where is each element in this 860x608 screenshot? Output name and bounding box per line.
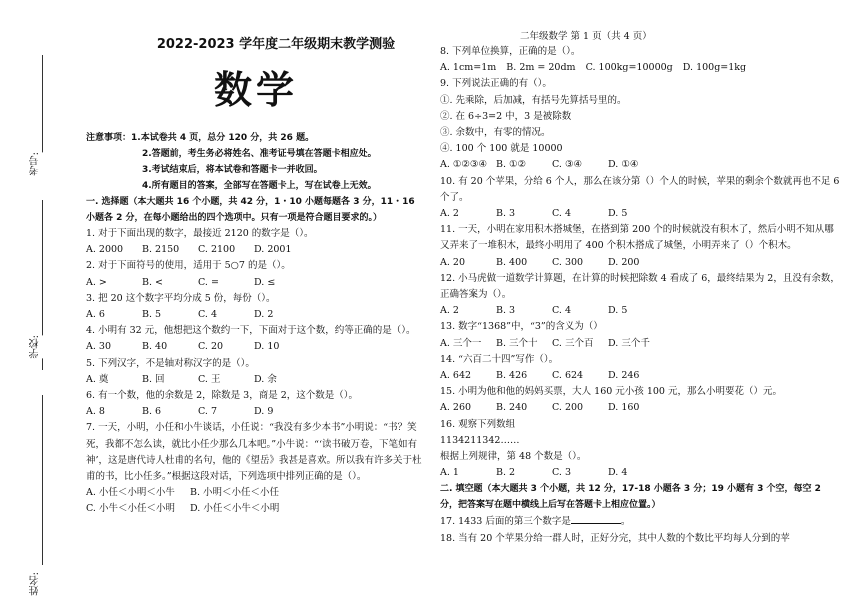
option: D. ≤ [254, 276, 276, 288]
school-label: 学校: [30, 335, 44, 358]
question-ask: 根据上列规律，第 48 个数是（）。 [440, 451, 587, 463]
option: A. 6 [86, 309, 105, 321]
option: B. 三个十 [496, 337, 538, 349]
question-options [86, 307, 426, 323]
option: A. 1cm=1m [440, 62, 497, 74]
question-stem: 4. 小明有 32 元，他想把这个数约一下，下面对于这个数，约等正确的是（）。 [86, 325, 416, 337]
option: B. 3 [496, 208, 516, 220]
option: B. 小明＜小任＜小任 [190, 487, 280, 499]
exam-title: 2022-2023 学年度二年级期末教学测验 [156, 37, 396, 52]
statement: ①. 先乘除，后加减，有括号先算括号里的。 [440, 94, 627, 106]
option: B. 400 [496, 256, 528, 268]
option: D. 9 [254, 406, 274, 418]
option: C. 100kg=10000g [585, 62, 673, 74]
option: D. 200 [608, 256, 640, 268]
option: A. 2 [440, 208, 459, 220]
question-options [86, 501, 426, 517]
left-column [86, 36, 426, 518]
exam-notes [86, 130, 426, 194]
option: B. 3 [496, 305, 516, 317]
question-options [86, 404, 426, 420]
option: B. 回 [142, 373, 165, 385]
binding-margin [0, 0, 80, 608]
question-options [86, 485, 426, 501]
question-options [86, 275, 426, 291]
option: C. 20 [198, 341, 224, 353]
question-options [440, 60, 840, 76]
question-stem: 18. 当有 20 个苹果分给一群人时，正好分完，其中人数的个数比平均每人分到的苹 [440, 532, 790, 544]
page-header: 二年级数学 第 1 页（共 4 页） [520, 31, 652, 42]
option: D. 2001 [254, 244, 292, 256]
option: B. 240 [496, 402, 528, 414]
note-item: 3.考试结束后，将本试卷和答题卡一并收回。 [142, 165, 323, 175]
option: A. 8 [86, 406, 105, 418]
option: A. 2 [440, 305, 459, 317]
statement: ④. 100 个 100 就是 10000 [440, 143, 563, 155]
option: A. 小任＜小明＜小牛 [86, 487, 175, 499]
question-options [440, 206, 840, 222]
option: B. 426 [496, 370, 528, 382]
option: B. 5 [142, 309, 162, 321]
option: D. 三个千 [608, 337, 650, 349]
option: C. 7 [198, 406, 218, 418]
question-options [440, 303, 840, 319]
subject-title: 数学 [213, 68, 298, 112]
option: B. 40 [142, 341, 168, 353]
option: C. = [198, 276, 219, 288]
notes-lead: 注意事项： [86, 133, 132, 143]
name-label: 姓名: [30, 572, 44, 595]
note-item: 2.答题前，考生务必将姓名、准考证号填在答题卡相应处。 [142, 149, 377, 159]
option: B. < [142, 276, 163, 288]
option: A. 260 [440, 402, 472, 414]
option: A. 2000 [86, 244, 124, 256]
question-stem: 2. 对于下面符号的使用，适用于 5○7 的是（）。 [86, 260, 291, 272]
question-options [86, 242, 426, 258]
statement: ③. 余数中，有零的情况。 [440, 127, 551, 139]
option: D. 5 [608, 305, 628, 317]
question-stem: 8. 下列单位换算，正确的是（）。 [440, 46, 581, 57]
question-options [440, 336, 840, 352]
question-options [86, 372, 426, 388]
option: C. 2100 [198, 244, 236, 256]
option: C. 4 [552, 305, 572, 317]
option: C. 小牛＜小任＜小明 [86, 503, 175, 515]
option: C. 200 [552, 402, 584, 414]
question-options [440, 465, 840, 481]
option: B. 2 [496, 467, 516, 479]
option: A. 642 [440, 370, 472, 382]
section-heading-choice: 一. 选择题（本大题共 16 个小题，共 42 分，1・10 小题每题各 3 分，11・16 小题各 2 分，在每小题给出的四个选项中。只有一项是符合题目要求的。） [86, 197, 415, 223]
question-stem: 12. 小马虎做一道数学计算题，在计算的时候把除数 4 看成了 6，最终结果为 2，且没有余数，正确答案为（）。 [440, 272, 840, 301]
option: D. 4 [608, 467, 628, 479]
option: C. 300 [552, 256, 584, 268]
question-stem: 10. 有 20 个苹果，分给 6 个人，那么在该分第（）个人的时候，苹果的剩余个数就再也不足 6 个了。 [440, 175, 840, 203]
option: B. 2m = 20dm [506, 62, 576, 74]
option: B. 2150 [142, 244, 180, 256]
option: C. 三个百 [552, 337, 594, 349]
option: D. 5 [608, 208, 628, 220]
option: C. ③④ [552, 159, 583, 171]
option: A. 1 [440, 467, 459, 479]
note-first [86, 130, 426, 146]
option: B. 6 [142, 406, 162, 418]
statement: ②. 在 6÷3=2 中，3 是被除数 [440, 110, 572, 122]
note-item: 1.本试卷共 4 页，总分 120 分，共 26 题。 [131, 133, 315, 143]
option: D. 余 [254, 373, 277, 385]
question-stem: 3. 把 20 这个数字平均分成 5 份，每份（）。 [86, 292, 276, 304]
question-stem: 7. 一天，小明，小任和小牛谈话，小任说：“我没有多少本书”小明说：“书？笑死，我都不怎么读，就比小任少那么几本吧。”小牛说：“‘读书破万卷，下笔如有神’，这是唐代诗人杜甫的名句，他的《望岳》我甚是喜欢。所以我有许多关于杜甫的书，比小任多。”根据这段对话，下列选项中排列正确的是（）。 [86, 422, 422, 483]
option: D. 100g=1kg [682, 62, 747, 74]
question-options [440, 400, 840, 416]
option: D. 2 [254, 309, 274, 321]
question-stem: 6. 有一个数，他的余数是 2，除数是 3，商是 2，这个数是（）。 [86, 390, 359, 402]
question-stem: 17. 1433 后面的第三个数字是 [440, 516, 571, 528]
option: A. 奠 [86, 373, 109, 385]
question-fill [440, 513, 840, 530]
question-stem: 13. 数字“1368”中，“3”的含义为（） [440, 321, 603, 333]
binding-line [42, 395, 43, 565]
question-options [440, 255, 840, 271]
option: D. 160 [608, 402, 640, 414]
question-options [440, 157, 840, 173]
question-stem: 5. 下列汉字，不是轴对称汉字的是（）。 [86, 357, 255, 369]
question-options [86, 339, 426, 355]
question-stem: 16. 观察下列数组 [440, 418, 516, 430]
option: D. 小任＜小牛＜小明 [190, 503, 280, 515]
option: C. 3 [552, 467, 572, 479]
option: A. 30 [86, 341, 111, 353]
option: D. ①④ [608, 159, 639, 171]
option: A. ①②③④ [440, 159, 487, 171]
answer-blank [571, 513, 621, 524]
option: D. 246 [608, 370, 640, 382]
option: C. 4 [198, 309, 218, 321]
section-heading-fill: 二. 填空题（本大题共 3 个小题，共 12 分，17-18 小题各 3 分；19 小题有 3 个空，每空 2 分，把答案写在题中横线上后写在答题卡上相应位置。） [440, 484, 821, 511]
question-stem: 9. 下列说法正确的有（）。 [440, 78, 552, 90]
question-stem: 11. 一天，小明在家用积木搭城堡，在搭到第 200 个的时候就没有积木了，然后小明不知从哪又弄来了一堆积木，最终小明用了 400 个积木搭成了城堡，小明弄来了（）个积木。 [440, 224, 834, 252]
option: A. > [86, 276, 107, 288]
question-stem: 1. 对于下面出现的数字，最接近 2120 的数字是（）。 [86, 228, 314, 239]
number-sequence: 1134211342…… [440, 434, 520, 446]
exam-number-label: 考号: [30, 152, 44, 175]
option: C. 王 [198, 373, 221, 385]
option: D. 10 [254, 341, 280, 353]
option: C. 4 [552, 208, 572, 220]
option: A. 三个一 [440, 337, 482, 349]
question-stem: 14. “六百二十四”写作（）。 [440, 353, 559, 365]
right-column [440, 44, 840, 547]
option: B. ①② [496, 159, 527, 171]
question-stem: 15. 小明为他和他的妈妈买票，大人 160 元小孩 100 元，那么小明要花（）元。 [440, 386, 782, 398]
question-options [440, 368, 840, 384]
option: C. 624 [552, 370, 584, 382]
punctuation: 。 [620, 516, 631, 528]
option: A. 20 [440, 256, 465, 268]
note-item: 4.所有题目的答案，全部写在答题卡上，写在试卷上无效。 [142, 181, 377, 191]
